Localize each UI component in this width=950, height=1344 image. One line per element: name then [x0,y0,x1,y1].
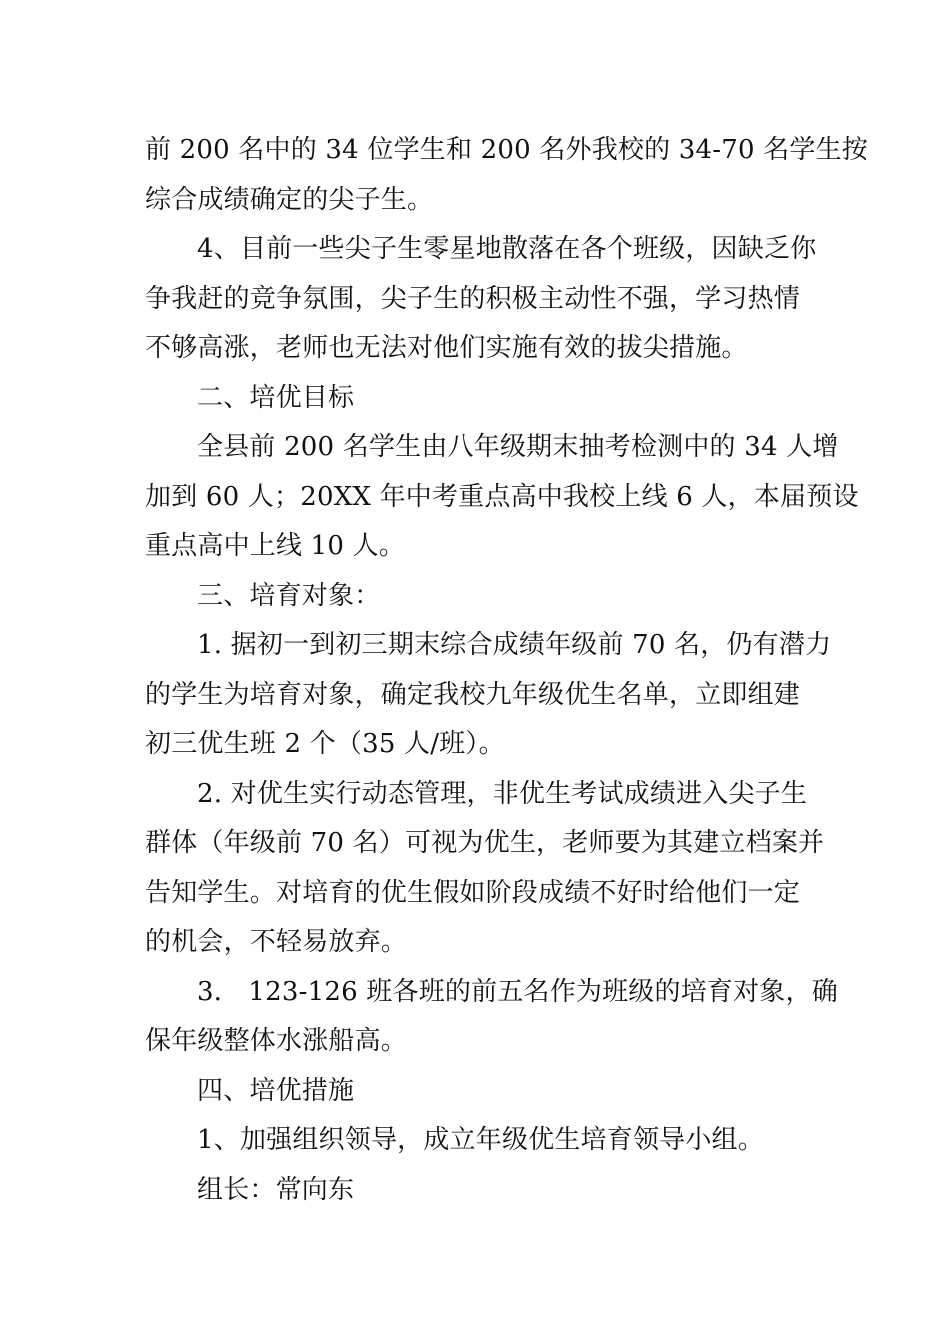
text-line: 4、目前一些尖子生零星地散落在各个班级，因缺乏你 [197,234,817,264]
text-line: 群体（年级前 70 名）可视为优生，老师要为其建立档案并 [145,828,825,858]
text-line: 1、加强组织领导，成立年级优生培育领导小组。 [197,1125,764,1155]
text-line: 的学生为培育对象，确定我校九年级优生名单，立即组建 [145,679,801,710]
text-line: 组长：常向东 [197,1174,355,1205]
text-line: 初三优生班 2 个（35 人/班）。 [145,729,505,759]
section-heading: 二、培优目标 [197,382,355,413]
text-line: 综合成绩确定的尖子生。 [145,184,434,215]
text-line: 保年级整体水涨船高。 [145,1026,408,1056]
text-line: 不够高涨，老师也无法对他们实施有效的拔尖措施。 [145,333,748,363]
text-line: 1. 据初一到初三期末综合成绩年级前 70 名，仍有潜力 [197,630,832,660]
section-heading: 四、培优措施 [197,1075,355,1106]
text-line: 告知学生。对培育的优生假如阶段成绩不好时给他们一定 [145,877,801,908]
text-line: 3． 123-126 班各班的前五名作为班级的培育对象，确 [197,976,838,1007]
section-heading: 三、培育对象： [197,580,381,611]
text-line: 加到 60 人；20XX 年中考重点高中我校上线 6 人，本届预设 [145,481,859,512]
text-line: 全县前 200 名学生由八年级期末抽考检测中的 34 人增 [197,432,839,462]
text-line: 重点高中上线 10 人。 [145,531,406,561]
text-line: 前 200 名中的 34 位学生和 200 名外我校的 34-70 名学生按 [145,135,869,165]
text-line: 2. 对优生实行动态管理，非优生考试成绩进入尖子生 [197,778,808,809]
text-line: 的机会，不轻易放弃。 [145,927,408,957]
text-line: 争我赶的竞争氛围，尖子生的积极主动性不强，学习热情 [145,283,801,314]
document-page [145,126,869,1215]
